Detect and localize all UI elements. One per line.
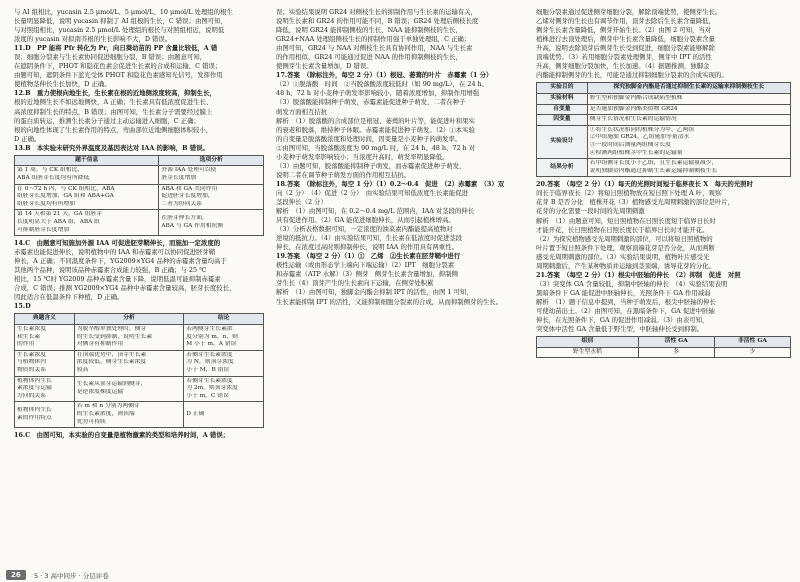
text-line: 16.C 由图可知，本实验的自变量是植物激素的类型和培养时间，A 错误；	[14, 431, 230, 440]
text-line: 的蛋白质转运，推测生长素分子通过主动运输进入细胞，C 正确；	[14, 116, 200, 125]
cell-line: 浓度较低，侧芽生长素浓度	[76, 359, 147, 366]
table-row	[15, 325, 264, 351]
cell-line: 的生长素浓度，则顶端	[76, 411, 135, 417]
cell-line: ABA 和 GA 共同作用	[161, 185, 218, 192]
text-line: 合成，C 错误；推测 YG2009×YG4 品种中赤霉素含量较高，胚芽长度较长，	[14, 284, 236, 293]
cell-line: ③一段时间后测量两组侧芽长度	[589, 141, 671, 148]
text-line: 误；实验结果说明 GR24 对侧枝生长的抑制作用与生长素的运输有关，	[276, 8, 478, 16]
table-header: 分析	[74, 314, 184, 325]
brand-label: 5 · 3 高中同步 · 分层评卷	[34, 572, 109, 580]
text-line: （2）①脱落酸 时间 ②当脱落酸浓度较低时（如 90 mg/L），在 24 h、	[276, 80, 489, 89]
text-line: 萌发方面相互拮抗	[276, 107, 328, 116]
table-cell	[15, 166, 159, 184]
table-row	[537, 159, 791, 177]
table-header: 组别	[537, 337, 639, 348]
table-header: 选项分析	[159, 155, 264, 166]
text-line: 感受光周期刺激的部位。（3）实验结果说明，植物叶片感受光	[536, 252, 710, 261]
text-line: 说明生长素和 GR24 的作用可能不同，B 错误；GR24 处理后侧枝长度	[276, 17, 479, 26]
cell-line: 植物体内生长	[17, 377, 52, 384]
text-line: 植株进行去顶处理后，侧芽中生长素含量降低，细胞分裂素含量	[536, 35, 715, 44]
text-line: 20.答案 （每空 2 分）（1）每天的光照时间短于临界夜长 X 每天的光照时	[536, 180, 753, 189]
row-value	[587, 115, 790, 126]
row-label: 实验材料	[537, 93, 588, 104]
page-footer	[0, 568, 800, 582]
text-line: 叶片置于短日照条件下处理，观察顶端花芽是否分化，从而判断	[536, 243, 715, 252]
cell-line: 素浓度与运输	[17, 385, 52, 392]
answer-14	[14, 239, 264, 302]
table-row	[15, 376, 264, 402]
cell-line: 第 14 天和第 21 天，GA 组胚芽	[17, 211, 102, 218]
cell-line: 物质的关系	[17, 367, 46, 374]
table-cell	[159, 166, 264, 184]
cell-line: 对侧芽有抑制作用	[76, 341, 124, 348]
text-line: 21.答案 （每空 2 分）（1）根尖中胚轴的伸长 （2）抑制 促进 对照	[536, 270, 741, 279]
text-line: 茎段伸长（2 分）	[276, 197, 327, 206]
text-line: 15.D	[14, 302, 31, 311]
row-label: 结果分析	[537, 159, 588, 177]
text-line: 解析 （1）题干信息中提到，当种子萌发后，根尖中胚轴的伸长	[536, 297, 716, 306]
text-line: 间长于临界夜长（2）将短日照植物放在短日照下处理 A 叶，观察	[536, 189, 722, 198]
cell-line: 为 N，则顶芽浓度	[186, 359, 234, 366]
text-line: 在遮阴条件下，PHOT 和隐花色素会促进生长素的合成和运输，C 错误；	[14, 62, 222, 71]
table-cell	[15, 376, 75, 402]
table-ga-content	[536, 336, 791, 358]
analysis-17	[276, 117, 526, 180]
table-cell	[15, 402, 75, 428]
text-line: （3）分析表格数据可知，一定浓度的油菜素内酯能提高植物对	[276, 225, 453, 234]
text-line: 生长素能抑制 IPT 的活性，又能抑制细胞分裂素的合成，从而抑制侧芽的生长。	[276, 297, 503, 306]
table-header: 探究独脚金内酯是否通过抑制生长素的运输来抑制侧枝生长	[587, 83, 790, 94]
text-line: 18.答案 （除标注外，每空 1 分）（1）0.2～0.4 促进 （2）赤霉素 （3）双	[276, 179, 505, 188]
text-line: 说明二者在调节种子萌发方面的作用相互拮抗。	[276, 170, 411, 179]
answer-20	[536, 180, 791, 216]
cell-line: ①将生长状况相同的植株分为甲、乙两组	[589, 126, 695, 133]
cell-line: ②甲组施加 GR24，乙组施加等量清水	[589, 134, 690, 141]
cell-line: 组胚芽长度增加，GA 组和 ABA+GA	[17, 193, 114, 200]
cell-line: 小于 m，C 错误	[186, 392, 229, 399]
cell-line: 为 2m，则顶芽浓度	[186, 385, 238, 392]
text-line: 细胞分裂素通过促进侧芽细胞分裂，解除顶端优势，使侧芽生长。	[536, 8, 722, 16]
text-line: 侧芽生长素含量降低，侧芽开始生长。（2）由图 2 可知，当对	[536, 26, 712, 35]
text-line: 12.B 重力使根向地生长，生长素在根的近地侧浓度较高，抑制生长，	[14, 89, 216, 98]
text-line: （3）突变体 GA 含量较低，抑制中胚轴的伸长 （4）实验结果表明	[536, 279, 728, 288]
table-row	[537, 115, 791, 126]
cell-line: 为脱辛醇单独处理时，侧芽	[76, 326, 147, 333]
text-line: 黑暗条件下 GA 能促进中胚轴伸长，光照条件下 GA 作用减弱	[536, 288, 711, 297]
text-line: 赤霉素也能促进伸长，说明植物中的 IAA 和赤霉素可以协同促进胚芽鞘	[14, 248, 216, 257]
row-value	[587, 104, 790, 115]
table-cell	[74, 325, 184, 351]
text-line: 长量明显降低，说明 yucasin 抑制了 AI 组根的生长，C 错误；由图可知，	[14, 17, 227, 26]
text-line: 伸长，在光照条件下，GA 的促进作用减弱。（3）由表可知，	[536, 316, 709, 325]
text-line: 19.答案 （每空 2 分）（1）① 乙烯 ②生长素在胚芽鞘中进行	[276, 252, 461, 261]
cell-line: 生长素从顶芽运输到侧芽，	[76, 381, 147, 388]
cell-line: 在顶端优势中，顶芽生长素	[76, 351, 147, 358]
table-cell	[184, 350, 264, 376]
text-line: 误；细胞分裂素与生长素协同促进细胞分裂，B 错误；由题意可知，	[14, 53, 207, 62]
table-cell	[74, 402, 184, 428]
table-cell	[15, 210, 159, 236]
text-line: 由图可知，GR24 与 NAA 对侧枝生长具有协同作用，NAA 与生长素	[276, 44, 473, 53]
cell-line: 胚芽长度增加	[161, 174, 197, 181]
text-line: （3）由题可知，脱落酸能抑制种子萌发，而赤霉素促进种子萌发，	[276, 161, 466, 170]
analysis-21	[536, 298, 791, 334]
analysis-18	[276, 207, 526, 252]
text-line: 解析 （1）由图可知，独脚金内酯会抑制 IPT 的活性，由图 1 可知，	[276, 288, 473, 297]
table-header: 典题含义	[15, 314, 75, 325]
text-line: 花芽的分化需要一段时间的光周期刺激	[536, 207, 645, 216]
table-cell: 多	[638, 347, 714, 358]
row-label: 实验设计	[537, 125, 588, 158]
cell-line: ABA 与 GA 作用相抗衡	[161, 222, 224, 229]
cell-line: 较高	[76, 367, 89, 374]
text-line: 花芽 B 是否分化 植株开花（3）植物感受光周期刺激的部位是叶片，	[536, 198, 735, 207]
text-line: 解析 （1）由图可知，在 0.2～0.4 mg/L 范围内，IAA 对茎段的伸长	[276, 207, 475, 216]
text-line: 与对照组相比，yucasin 2.5 μmol/L 处理组的根长与对照组相近，说明低	[14, 26, 225, 35]
answer-11	[14, 44, 264, 89]
text-line: 和赤霉素（ATP 水解）（3）侧芽 侧芽生长素含量增加，抑制侧	[276, 270, 458, 279]
text-line: 其他两个品种，说明该品种赤霉素合成能力较强，B 正确；与 25 ℃	[14, 266, 207, 275]
cell-line: 在胚芽伸长方面，	[161, 215, 208, 222]
text-line: 伸长，A 正确；不同温度条件下，YG2009×YG4 品种的赤霉素含量均高于	[14, 257, 227, 266]
text-line: 解析 （1）脱落酸的合成部位是根冠、萎蔫的叶片等，能促进叶和果实	[276, 116, 475, 125]
cell-line: 优势可持续	[76, 418, 106, 425]
cell-line: 是逆浓度梯度运输	[76, 389, 124, 396]
table-row	[537, 104, 791, 115]
table-cell	[74, 376, 184, 402]
answer-13	[14, 144, 264, 153]
table-row	[15, 184, 264, 210]
answer-15	[14, 302, 264, 311]
cell-line: 可抑制胚芽长度增加	[17, 226, 70, 233]
text-line: 17.答案 （除标注外，每空 2 分）（1）根冠、萎蔫的叶片 赤霉素（1 分）	[276, 71, 493, 80]
table-header: 结论	[184, 314, 264, 325]
cell-line: 第 1 周，与 CK 组相比，	[17, 167, 84, 174]
row-value	[587, 125, 790, 158]
cell-line: 在 0～72 h 内，与 CK 组相比，ABA	[17, 185, 115, 192]
cell-line: 若 m 和 n 分别为两侧芽	[76, 403, 140, 410]
cell-line: 的作用	[17, 341, 35, 348]
cell-line: 素的作用特点	[17, 414, 52, 421]
cell-line: 侧芽生长情况和生长素的运输情况	[589, 116, 677, 123]
text-line: 升高，说明去除顶芽后侧芽生长受到促进，细胞分裂素能够解除	[536, 44, 715, 53]
answer-19	[276, 252, 526, 288]
text-line: 逆境的抵抗力。（4）由实验结果可知，生长素在低浓度时促进茎段	[276, 234, 463, 243]
cell-line: 的生长受到抑制，说明生长素	[76, 333, 153, 340]
table-cell	[15, 350, 75, 376]
text-line: 具有促进作用。（2）GA 能促进细胞伸长，从而引起植株增高。	[276, 216, 455, 225]
text-line: 周期刺激后，产生某种物质并运输到茎顶端，诱导花芽的分化。	[536, 261, 715, 270]
table-13-analysis	[14, 155, 264, 236]
text-line: ②由图可知，当脱落酸浓度为 90 mg/L 时，在 24 h、48 h、72 h 对	[276, 143, 476, 152]
cell-line: 度分别为 m、n，则	[186, 333, 238, 340]
cell-line: 生长素浓度	[17, 351, 46, 358]
text-line: 11.D PP 能将 Pfr 转化为 Pr，向日葵幼苗的 PP 含量比较低，A 错	[14, 44, 218, 53]
text-line: 的衰老和脱落，维持种子休眠。赤霉素能促进种子萌发。（2）①本实验	[276, 125, 475, 134]
cell-line: 促进胚芽长度增加，	[161, 193, 214, 200]
table-row	[15, 210, 264, 236]
cell-line: 长度明显大于 ABA 组，ABA 组	[17, 218, 100, 225]
cell-line: 说明独脚金内酯通过抑制生长素运输抑制侧枝生长	[589, 167, 718, 174]
text-line: 顶端优势。（3）若用细胞分裂素处理侧芽，侧芽中 IPT 的活性	[536, 53, 712, 62]
text-line: 使侧芽生长素含量增加，D 错误。	[276, 62, 373, 71]
cell-line: 若侧芽生长素浓度	[186, 377, 233, 384]
answer-16-cont	[276, 8, 526, 71]
text-line: D 正确。	[14, 134, 41, 143]
table-row	[537, 125, 791, 158]
cell-line: 植物体内生长	[17, 407, 52, 414]
text-line: 48 h、72 h 对小麦种子萌发率影响较小，随着浓度增加，抑制作用增强	[276, 89, 480, 98]
cell-line: 外源 IAA 处理可以使	[161, 167, 217, 174]
column-middle	[276, 8, 526, 307]
text-line: （3）脱落酸能抑制种子萌发，赤霉素能促进种子萌发，二者在种子	[276, 98, 466, 107]
text-line: 高浓度抑制生长的特点，B 错误；由图可知，生长素分子需要经过膜上	[14, 107, 213, 116]
table-cell	[15, 184, 159, 210]
answer-21	[536, 271, 791, 298]
analysis-19	[276, 288, 526, 306]
table-cell	[184, 376, 264, 402]
table-cell	[74, 350, 184, 376]
text-line: 才能开花，长日照植物在日照长度长于临界日长时才能开花。	[536, 225, 709, 234]
cell-line: ABA 组胚芽长度均有所降低	[17, 174, 90, 181]
table-cell: 野生型水稻	[537, 347, 639, 358]
cell-line: 小于 M，B 错误	[186, 367, 230, 374]
text-line: （2）为探究植物感受光周期刺激的部位，可以将短日照植物的	[536, 234, 713, 243]
text-line: GR24+NAA 处理组侧枝生长的抑制作用强于单独处理组，C 正确；	[276, 35, 471, 44]
analysis-19-cont	[536, 8, 791, 80]
text-line: 乙烯对侧芽的生长也有调节作用，顶芽去除后生长素含量降低，	[536, 17, 715, 26]
cell-line: 野生型和独脚金内酯合成缺陷型植株	[589, 94, 683, 101]
table-15-analysis	[14, 313, 264, 428]
text-line: 因此适合在低温条件下种植，D 正确。	[14, 293, 124, 302]
table-header: 题干信息	[15, 155, 159, 166]
table-cell: 少	[714, 347, 790, 358]
row-label: 自变量	[537, 104, 588, 115]
column-right	[536, 8, 791, 361]
cell-line: 若甲组侧芽长度小于乙组，且生长素运输量减少，	[589, 160, 718, 167]
table-cell	[159, 210, 264, 236]
cell-line: 方向的关系	[17, 392, 46, 399]
cell-line: ④检测两组植株茎中生长素的运输量	[589, 149, 683, 156]
text-line: 小麦种子萌发率影响较小；当浓度升高时，萌发率明显降低。	[276, 152, 449, 161]
text-line: 伸长，在浓度过高时则抑制伸长，说明 IAA 的作用具有两重性。	[276, 243, 458, 252]
text-line: 突变体中活性 GA 含量低于野生型，中胚轴伸长受到抑制。	[536, 325, 704, 334]
page-number: 26	[6, 570, 26, 580]
text-line: 与 AI 组相比，yucasin 2.5 μmol/L、5 μmol/L、10 μmol/L 处理组的根生	[14, 8, 233, 16]
cell-line: 是否施加独脚金内酯类似物 GR24	[589, 105, 678, 112]
text-line: 根的近地侧生长不如远地侧快，A 正确；生长素具有低浓度促进生长、	[14, 98, 213, 107]
table-row	[537, 347, 791, 358]
cell-line: 若两侧芽生长素浓	[186, 326, 233, 333]
answer-16	[14, 431, 264, 440]
text-line: 升高，侧芽细胞分裂加快，生长加速。（4）据题推测，独脚金	[536, 62, 710, 71]
text-line: 根的向地性体现了生长素作用的特点，弯曲部位近地侧细胞体积较小，	[14, 125, 213, 134]
para-10-tail	[14, 8, 264, 44]
table-cell	[15, 325, 75, 351]
cell-line: 和生长素	[17, 333, 41, 340]
table-header: 实验目的	[537, 83, 588, 94]
cell-line: 与植物体内	[17, 359, 46, 366]
analysis-20	[536, 217, 791, 271]
text-line: 极性运输（或由形态学上端向下端运输）（2）IPT 细胞分裂素	[276, 261, 455, 270]
text-line: 由题可知，遮阴条件下蓝光受体 PHOT 和隐花色素感知光信号，发挥作用	[14, 71, 223, 80]
table-row	[15, 166, 264, 184]
table-cell	[184, 402, 264, 428]
row-label: 因变量	[537, 115, 588, 126]
table-header: 非活性 GA	[714, 337, 790, 348]
text-line: 使植物茎伸长生长加快，D 正确。	[14, 80, 111, 89]
table-experiment-design	[536, 82, 791, 177]
text-line: 解析 （1）由题意可知，短日照植物在日照长度短于临界日长时	[536, 216, 716, 225]
row-value	[587, 159, 790, 177]
table-cell	[159, 184, 264, 210]
answer-18	[276, 180, 526, 207]
table-cell	[184, 325, 264, 351]
text-line: 芽生长（4）顶芽产生的生长素向下运输，在侧芽处积累	[276, 279, 434, 288]
text-line: 浓度的 yucasin 对拟南芥根的生长影响不大，D 错误。	[14, 35, 172, 44]
text-line: 13.B 本实验未研究外界温度及基因表达对 IAA 的影响，B 错误。	[14, 143, 209, 152]
cell-line: 若侧芽生长素浓度	[186, 351, 233, 358]
text-line: 的作用相似，GR24 可能通过促进 NAA 的作用抑制侧枝的生长，	[276, 53, 462, 62]
table-row	[15, 402, 264, 428]
answer-17	[276, 71, 526, 116]
row-value	[587, 93, 790, 104]
cell-line: 生长素浓度	[17, 326, 46, 333]
table-header: 活性 GA	[638, 337, 714, 348]
cell-line: 二者为协同关系	[161, 200, 202, 207]
text-line: 降低，说明 GR24 能抑制侧枝的生长，NAA 能抑制侧枝的生长，	[276, 26, 462, 35]
text-line: 内酯能抑制侧芽的生长，可能是通过抑制细胞分裂素的合成实现的。	[536, 71, 728, 80]
text-line: 向（2 分） （4）促进（2 分） 由实验结果可知低浓度生长素能促进	[276, 188, 468, 197]
text-line: 相比，15 ℃时 YG2009 品种赤霉素含量下降，说明低温可能抑制赤霉素	[14, 275, 221, 284]
cell-line: M 小于 m，A 错误	[186, 341, 237, 348]
answer-12	[14, 89, 264, 143]
table-row	[537, 93, 791, 104]
text-line: 14.C 由题意可知施加外源 IAA 可促进胚芽鞘伸长，而施加一定浓度的	[14, 239, 221, 248]
column-left	[14, 8, 264, 440]
table-row	[15, 350, 264, 376]
cell-line: D 正确	[186, 411, 205, 417]
text-line: 可使幼苗出土。（2）由图可知，在黑暗条件下，GA 促进中胚轴	[536, 306, 715, 315]
cell-line: 组胚芽长度均有所增加	[17, 200, 75, 207]
text-line: 的自变量是脱落酸浓度和处理时间，因变量是小麦种子的萌发率。	[276, 134, 462, 143]
